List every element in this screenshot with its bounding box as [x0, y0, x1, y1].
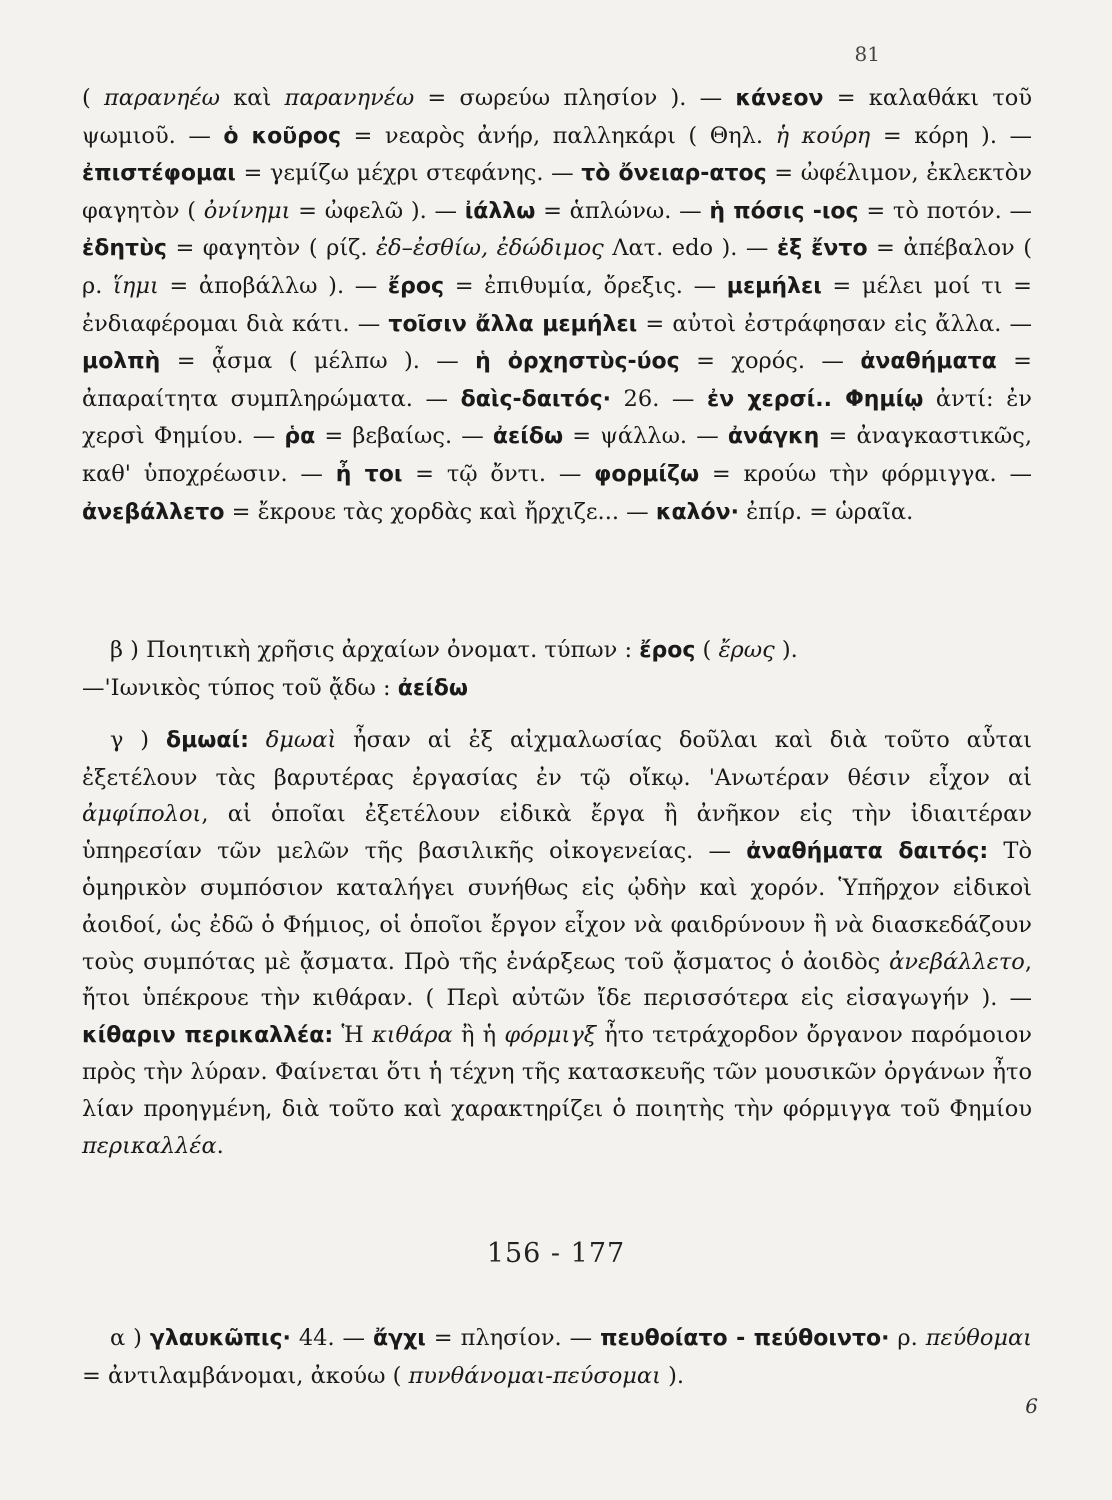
note-alpha-text: α ) γλαυκῶπις· 44. — ἄγχι = πλησίον. — πευθοίατο - πεύθοιντο· ρ. πεύθομαι = ἀντιλαμβάνομαι, ἀκούω ( πυνθάνομαι-πεύσομαι ).	[82, 1325, 1033, 1389]
note-beta	[82, 632, 1032, 707]
note-beta-text: β ) Ποιητικὴ χρῆσις ἀρχαίων ὀνοματ. τύπων : ἔρος ( ἔρως ). —'Ιωνικὸς τύπος τοῦ ᾄδω : ἀείδω	[82, 637, 798, 701]
note-gamma	[82, 722, 1032, 1164]
note-gamma-text: γ ) δμωαί: δμωαὶ ἦσαν αἱ ἐξ αἰχμαλωσίας δοῦλαι καὶ διὰ τοῦτο αὗται ἐξετέλουν τὰς βαρυτέρας ἐργασίας ἐν τῷ οἴκῳ. 'Ανωτέραν θέσιν εἶχον αἱ ἀμφίπολοι, αἱ ὁποῖαι ἐξετέλουν εἰδικὰ ἔργα ἢ ἀνῆκον εἰς τὴν ἰδιαιτέραν ὑπηρεσίαν τῶν μελῶν τῆς βασιλικῆς οἰκογενείας. — ἀναθήματα δαιτός: Τὸ ὁμηρικὸν συμπόσιον καταλήγει συνήθως εἰς ᾠδὴν καὶ χορόν. Ὑπῆρχον εἰδικοὶ ἀοιδοί, ὡς ἐδῶ ὁ Φήμιος, οἱ ὁποῖοι ἔργον εἶχον νὰ φαιδρύνουν ἢ νὰ διασκεδάζουν τοὺς συμπότας μὲ ᾄσματα. Πρὸ τῆς ἐνάρξεως τοῦ ᾄσματος ὁ ἀοιδὸς ἀνεβάλλετο, ἤτοι ὑπέκρουε τὴν κιθάραν. ( Περὶ αὐτῶν ἴδε περισσότερα εἰς εἰσαγωγήν ). — κίθαριν περικαλλέα: Ἡ κιθάρα ἢ ἡ φόρμιγξ ἦτο τετράχορδον ὄργανον παρόμοιον πρὸς τὴν λύραν. Φαίνεται ὅτι ἡ τέχνη τῆς κατασκευῆς τῶν μουσικῶν ὀργάνων ἦτο λίαν προηγμένη, διὰ τοῦτο καὶ χαρακτηρίζει ὁ ποιητὴς τὴν φόρμιγγα τοῦ Φημίου περικαλλέα.	[82, 727, 1032, 1159]
page-number: 81	[854, 42, 880, 66]
glossary-paragraph	[82, 80, 1032, 531]
glossary-text: ( παρανηέω καὶ παρανηνέω = σωρεύω πλησίον ). — κάνεον = καλαθάκι τοῦ ψωμιοῦ. — ὁ κοῦρος = νεαρὸς ἀνήρ, παλληκάρι ( Θηλ. ἡ κούρη = κόρη ). — ἐπιστέφομαι = γεμίζω μέχρι στεφάνης. — τὸ ὄνειαρ-ατος = ὠφέλιμον, ἐκλεκτὸν φαγητὸν ( ὀνίνημι = ὠφελῶ ). — ἰάλλω = ἁπλώνω. — ἡ πόσις -ιος = τὸ ποτόν. — ἐδητὺς = φαγητὸν ( ρίζ. ἐδ–ἐσθίω, ἐδώδιμος Λατ. edo ). — ἐξ ἔντο = ἀπέβαλον ( ρ. ἵημι = ἀποβάλλω ). — ἔρος = ἐπιθυμία, ὄρεξις. — μεμήλει = μέλει μοί τι = ἐνδιαφέρομαι διὰ κάτι. — τοῖσιν ἄλλα μεμήλει = αὐτοὶ ἐστράφησαν εἰς ἄλλα. — μολπὴ = ᾆσμα ( μέλπω ). — ἡ ὀρχηστὺς-ύος = χορός. — ἀναθήματα = ἀπαραίτητα συμπληρώματα. — δαὶς-δαιτός· 26. — ἐν χερσί.. Φημίῳ ἀντί: ἐν χερσὶ Φημίου. — ῥα = βεβαίως. — ἀείδω = ψάλλω. — ἀνάγκη = ἀναγκαστικῶς, καθ' ὑποχρέωσιν. — ἦ τοι = τῷ ὄντι. — φορμίζω = κρούω τὴν φόρμιγγα. — ἀνεβάλλετο = ἔκρουε τὰς χορδὰς καὶ ἤρχιζε... — καλόν· ἐπίρ. = ὡραῖα.	[82, 85, 1033, 525]
section-heading: 156 - 177	[486, 1238, 626, 1269]
signature-mark: 6	[1025, 1394, 1038, 1418]
note-alpha	[82, 1320, 1032, 1394]
